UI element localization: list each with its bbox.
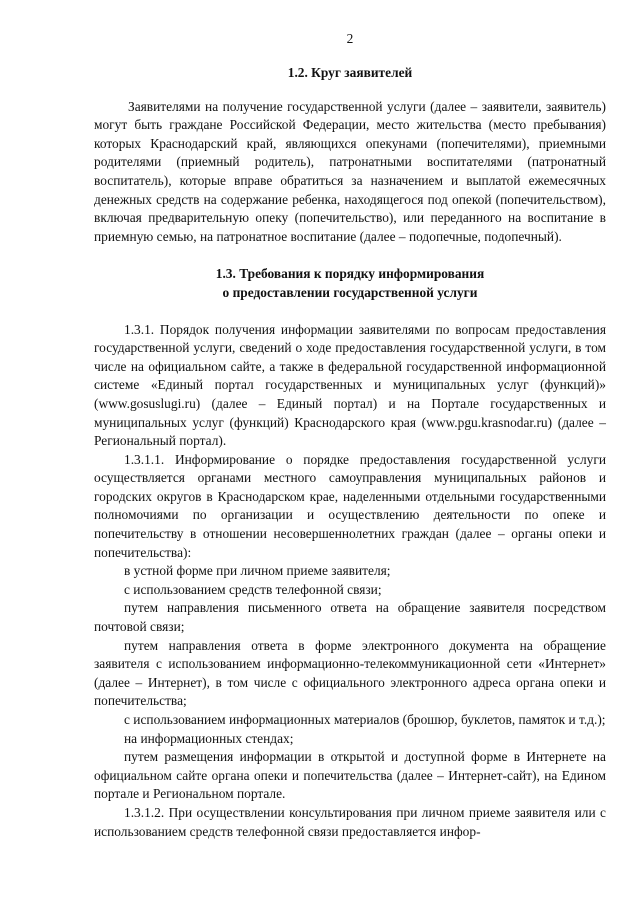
- list-item-phone: с использованием средств телефонной связи;: [124, 581, 382, 597]
- section-paragraph-1-2: Заявителями на получение государственной услуги (далее – заявители, заявитель) могут быть граждане Российской Федерации, место жительства (место пребывания) которых Краснодарский край, являющихся опекунами (попечителями), приемными родителями (приемный родитель), патронатными воспитателями (патронатный воспитатель), которые вправе обратиться за назначением и выплатой ежемесячных денежных средств на содержание ребенка, находящегося под опекой (попечительством), включая предварительную опеку (попечительство), или переданного на воспитание в приемную семью, на патронатное воспитание (далее – подопечные, подопечный).: [94, 98, 606, 244]
- section-heading-1-3: [94, 265, 606, 302]
- section-heading-1-3-line2: о предоставлении государственной услуги: [222, 284, 478, 300]
- list-item-electronic-reply: путем направления ответа в форме электронного документа на обращение заявителя с использованием информационно-телекоммуникационной сети «Интернет» (далее – Интернет), в том числе с официального электронного адреса органа опеки и попечительства;: [94, 637, 606, 709]
- paragraph-1-3-1-2: 1.3.1.2. При осуществлении консультирования при личном приеме заявителя или с использованием средств телефонной связи предоставляется инфор-: [94, 804, 606, 839]
- section-heading-1-3-line1: 1.3. Требования к порядку информирования: [215, 266, 485, 282]
- list-item-written-reply: путем направления письменного ответа на обращение заявителя посредством почтовой связи;: [94, 600, 606, 635]
- section-heading-1-2: 1.2. Круг заявителей: [287, 65, 413, 80]
- paragraph-1-3-1-1: 1.3.1.1. Информирование о порядке предоставления государственной услуги осуществляется органами местного самоуправления муниципальных районов и городских округов в Краснодарском крае, наделенными отдельными государственными полномочиями по организации и осуществлению деятельности по опеке и попечительству в отношении несовершеннолетних граждан (далее – органы опеки и попечительства):: [94, 451, 606, 560]
- list-item-materials: с использованием информационных материалов (брошюр, буклетов, памяток и т.д.);: [124, 712, 606, 727]
- paragraph-1-3-1: 1.3.1. Порядок получения информации заявителями по вопросам предоставления государственной услуги, сведений о ходе предоставления государственной услуги, в том числе на официальном сайте, а также в федеральной государственной информационной системе «Единый портал государственных и муниципальных услуг (функций)» (www.gosuslugi.ru) (далее – Единый портал) и на Портале государственных и муниципальных услуг (функций) Краснодарского края (www.pgu.krasnodar.ru) (далее – Региональный портал).: [94, 321, 606, 449]
- document-page: [94, 30, 606, 841]
- page-number: 2: [346, 31, 354, 46]
- list-item-oral: в устной форме при личном приеме заявителя;: [124, 563, 391, 579]
- list-item-stands: на информационных стендах;: [124, 730, 294, 746]
- list-item-website: путем размещения информации в открытой и доступной форме в Интернете на официальном сайте органа опеки и попечительства (далее – Интернет-сайт), на Едином портале и Региональном портале.: [94, 749, 606, 802]
